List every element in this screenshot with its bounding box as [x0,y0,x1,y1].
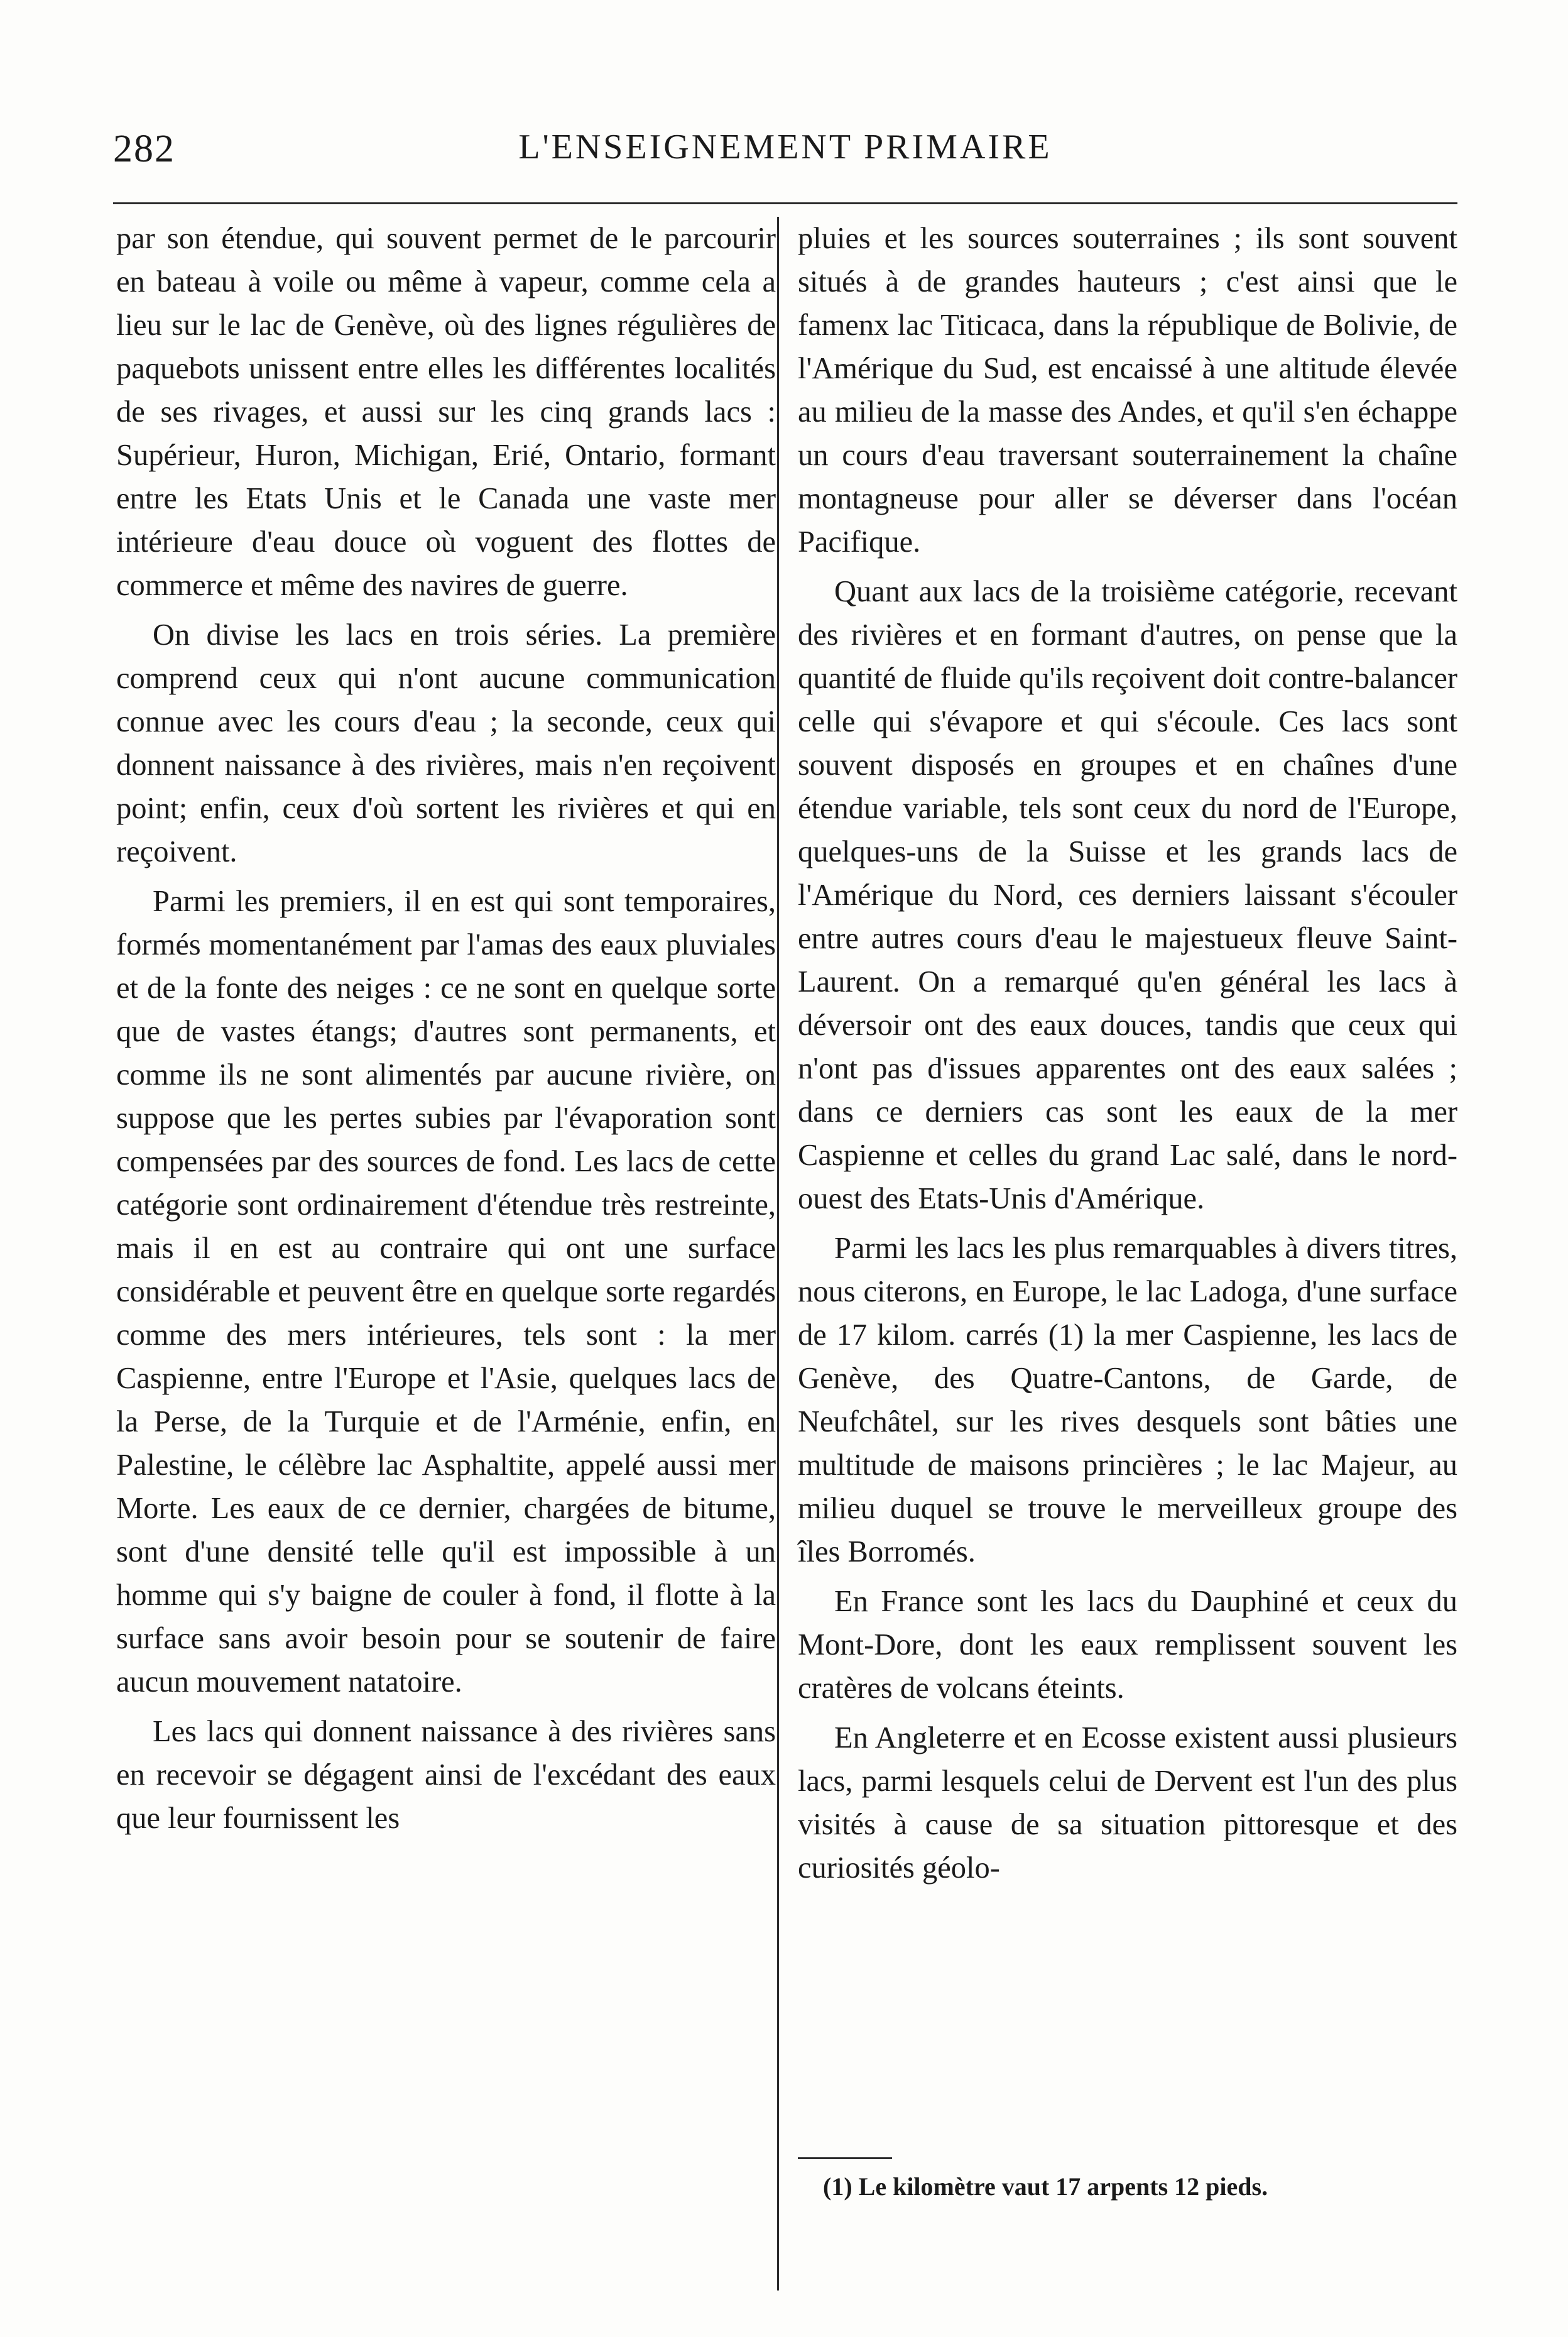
page-number: 282 [113,128,175,170]
paragraph: Les lacs qui donnent naissance à des rivières sans en recevoir se dégagent ainsi de l'excédant des eaux que leur fournissent les [116,1715,776,1835]
paragraph: On divise les lacs en trois séries. La première comprend ceux qui n'ont aucune communication connue avec les cours d'eau ; la seconde, ceux qui donnent naissance à des rivières, mais n'en reçoivent point; enfin, ceux d'où sortent les rivières et qui en reçoivent. [116,618,776,868]
column-divider [777,217,779,2290]
left-column [116,217,776,1840]
footnote: (1) Le kilomètre vaut 17 arpents 12 pieds. [823,2172,1268,2201]
right-column [798,217,1457,1890]
paragraph: Parmi les lacs les plus remarquables à divers titres, nous citerons, en Europe, le lac Ladoga, d'une surface de 17 kilom. carrés (1) la mer Caspienne, les lacs de Genève, des Quatre-Cantons, de Garde, de Neufchâtel, sur les rives desquels sont bâties une multitude de maisons princières ; le lac Majeur, au milieu duquel se trouve le merveilleux groupe des îles Borromés. [798,1232,1457,1568]
paragraph: pluies et les sources souterraines ; ils sont souvent situés à de grandes hauteurs ; c'est ainsi que le famenx lac Titicaca, dans la république de Bolivie, de l'Amérique du Sud, est encaissé à une altitude élevée au milieu de la masse des Andes, et qu'il s'en échappe un cours d'eau traversant souterrainement la chaîne montagneuse pour aller se déverser dans l'océan Pacifique. [798,222,1457,559]
paragraph: En Angleterre et en Ecosse existent aussi plusieurs lacs, parmi lesquels celui de Dervent est l'un des plus visités à cause de sa situation pittoresque et des curiosités géolo- [798,1721,1457,1885]
paragraph: par son étendue, qui souvent permet de le parcourir en bateau à voile ou même à vapeur, comme cela a lieu sur le lac de Genève, où des lignes régulières de paquebots unissent entre elles les différentes localités de ses rivages, et aussi sur les cinq grands lacs : Supérieur, Huron, Michigan, Erié, Ontario, formant entre les Etats Unis et le Canada une vaste mer intérieure d'eau douce où voguent des flottes de commerce et même des navires de guerre. [116,222,776,602]
paragraph: En France sont les lacs du Dauphiné et ceux du Mont-Dore, dont les eaux remplissent souvent les cratères de volcans éteints. [798,1585,1457,1705]
page-header [113,119,1457,189]
header-rule [113,202,1457,204]
footnote-rule [798,2157,892,2159]
paragraph: Parmi les premiers, il en est qui sont temporaires, formés momentanément par l'amas des eaux pluviales et de la fonte des neiges : ce ne sont en quelque sorte que de vastes étangs; d'autres sont permanents, et comme ils ne sont alimentés par aucune rivière, on suppose que les pertes subies par l'évaporation sont compensées par des sources de fond. Les lacs de cette catégorie sont ordinairement d'étendue très restreinte, mais il en est au contraire qui ont une surface considérable et peuvent être en quelque sorte regardés comme des mers intérieures, tels sont : la mer Caspienne, entre l'Europe et l'Asie, quelques lacs de la Perse, de la Turquie et de l'Arménie, enfin, en Palestine, le célèbre lac Asphaltite, appelé aussi mer Morte. Les eaux de ce dernier, chargées de bitume, sont d'une densité telle qu'il est impossible à un homme qui s'y baigne de couler à fond, il flotte à la surface sans avoir besoin pour se soutenir de faire aucun mouvement natatoire. [116,885,776,1699]
paragraph: Quant aux lacs de la troisième catégorie, recevant des rivières et en formant d'autres, on pense que la quantité de fluide qu'ils reçoivent doit contre-balancer celle qui s'évapore et qui s'écoule. Ces lacs sont souvent disposés en groupes et en chaînes d'une étendue variable, tels sont ceux du nord de l'Europe, quelques-uns de la Suisse et les grands lacs de l'Amérique du Nord, ces derniers laissant s'écouler entre autres cours d'eau le majestueux fleuve Saint-Laurent. On a remarqué qu'en général les lacs à déversoir ont des eaux douces, tandis que ceux qui n'ont pas d'issues apparentes ont des eaux salées ; dans ce derniers cas sont les eaux de la mer Caspienne et celles du grand Lac salé, dans le nord-ouest des Etats-Unis d'Amérique. [798,575,1457,1215]
running-title: L'ENSEIGNEMENT PRIMAIRE [518,128,1052,167]
